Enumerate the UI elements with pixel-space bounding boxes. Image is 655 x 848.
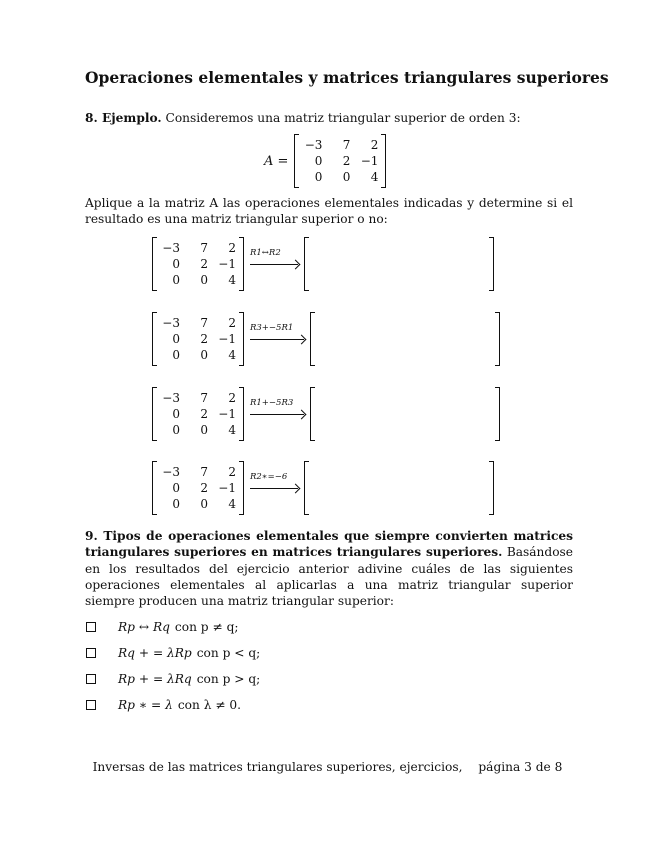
source-matrix	[152, 312, 244, 366]
source-matrix	[152, 237, 244, 291]
matrix-cell: 0	[172, 497, 180, 511]
example-label: 8. Ejemplo.	[85, 111, 162, 125]
matrix-cell: 4	[228, 423, 236, 437]
right-arrow-icon	[250, 264, 298, 265]
matrix-a-cell: 0	[314, 154, 323, 168]
matrix-a-cell: 2	[342, 154, 351, 168]
matrix-a-cell: 7	[342, 138, 351, 152]
options-list	[85, 614, 260, 718]
matrix-cell: −3	[162, 391, 180, 405]
checkbox[interactable]	[86, 648, 96, 658]
operation-label: R3+−5R1	[250, 323, 294, 333]
page-footer	[0, 760, 655, 774]
matrix-cell: −3	[162, 241, 180, 255]
option-math: Rq + = λRp	[118, 646, 192, 660]
matrix-a-definition	[264, 135, 386, 187]
matrix-cell: −3	[162, 465, 180, 479]
matrix-cell: 2	[200, 332, 208, 346]
matrix-a-cell: 4	[370, 170, 379, 184]
matrix-cell: 2	[228, 465, 236, 479]
page-number: página 3 de 8	[478, 760, 563, 774]
right-arrow-icon	[250, 488, 298, 489]
option-item[interactable]	[85, 666, 260, 692]
matrix-cell: −3	[162, 316, 180, 330]
option-item[interactable]	[85, 614, 260, 640]
matrix-a-cell: −3	[304, 138, 323, 152]
matrix-cell: 0	[172, 332, 180, 346]
example-text: Consideremos una matriz triangular superior de orden 3:	[165, 111, 521, 125]
matrix-cell: 0	[172, 423, 180, 437]
operation-row-3	[152, 387, 500, 441]
option-math: Rp ∗ = λ	[118, 698, 173, 712]
section9-text: Basándose en los resultados del ejercicio anterior adivine cuáles de las siguientes operaciones elementales al aplicarlas a una matriz triangular superior siempre producen una matriz triangular superior:	[85, 545, 574, 609]
matrix-cell: 0	[200, 348, 208, 362]
operation-row-1	[152, 237, 494, 291]
example-intro	[85, 110, 573, 126]
operation-label: R1↔R2	[250, 248, 281, 258]
matrix-cell: −1	[218, 481, 236, 495]
matrix-a-cell: 2	[370, 138, 379, 152]
answer-matrix-blank[interactable]	[304, 237, 494, 291]
section9	[85, 528, 573, 609]
operation-label: R2∗=−6	[250, 472, 288, 482]
checkbox[interactable]	[86, 700, 96, 710]
matrix-cell: 4	[228, 497, 236, 511]
operation-row-4	[152, 461, 494, 515]
operation-row-2	[152, 312, 500, 366]
matrix-cell: 2	[200, 407, 208, 421]
operation-arrow	[248, 238, 300, 290]
option-condition: con p ≠ q;	[174, 620, 239, 634]
matrix-cell: −1	[218, 332, 236, 346]
operation-arrow	[248, 313, 306, 365]
matrix-cell: −1	[218, 257, 236, 271]
option-item[interactable]	[85, 640, 260, 666]
source-matrix	[152, 461, 244, 515]
matrix-cell: 4	[228, 273, 236, 287]
option-math: Rp ↔ Rq	[118, 620, 170, 634]
right-arrow-icon	[250, 414, 304, 415]
matrix-cell: 7	[200, 241, 208, 255]
answer-matrix-blank[interactable]	[310, 312, 500, 366]
matrix-cell: 2	[200, 257, 208, 271]
matrix-cell: 0	[172, 481, 180, 495]
matrix-cell: 2	[228, 241, 236, 255]
right-arrow-icon	[250, 339, 304, 340]
answer-matrix-blank[interactable]	[304, 461, 494, 515]
operation-arrow	[248, 388, 306, 440]
option-condition: con p < q;	[196, 646, 261, 660]
matrix-a-name: A =	[264, 153, 289, 169]
matrix-cell: −1	[218, 407, 236, 421]
matrix-cell: 7	[200, 316, 208, 330]
option-condition: con λ ≠ 0.	[177, 698, 242, 712]
option-item[interactable]	[85, 692, 260, 718]
matrix-a-cell: −1	[360, 154, 379, 168]
operation-label: R1+−5R3	[250, 398, 294, 408]
matrix-a-cell: 0	[314, 170, 323, 184]
matrix-cell: 7	[200, 465, 208, 479]
answer-matrix-blank[interactable]	[310, 387, 500, 441]
matrix-cell: 7	[200, 391, 208, 405]
matrix-cell: 2	[228, 391, 236, 405]
checkbox[interactable]	[86, 674, 96, 684]
checkbox[interactable]	[86, 622, 96, 632]
source-matrix	[152, 387, 244, 441]
option-condition: con p > q;	[196, 672, 261, 686]
matrix-cell: 0	[200, 273, 208, 287]
matrix-cell: 4	[228, 348, 236, 362]
page-title: Operaciones elementales y matrices triangulares superiores	[85, 68, 609, 87]
matrix-cell: 0	[200, 423, 208, 437]
option-math: Rp + = λRq	[118, 672, 192, 686]
matrix-cell: 0	[172, 407, 180, 421]
operation-arrow	[248, 462, 300, 514]
matrix-cell: 0	[172, 348, 180, 362]
footer-text: Inversas de las matrices triangulares superiores, ejercicios,	[92, 760, 463, 774]
matrix-cell: 0	[172, 273, 180, 287]
instruction-text: Aplique a la matriz A las operaciones elementales indicadas y determine si el resultado es una matriz triangular superior o no:	[85, 196, 573, 227]
matrix-cell: 0	[200, 497, 208, 511]
matrix-cell: 0	[172, 257, 180, 271]
matrix-cell: 2	[228, 316, 236, 330]
section9-heading: 9. Tipos de operaciones elementales que siempre convierten matrices triangulares superiores en matrices triangulares superiores.	[85, 529, 573, 560]
matrix-a-cell: 0	[342, 170, 351, 184]
matrix-a	[294, 134, 386, 188]
matrix-cell: 2	[200, 481, 208, 495]
